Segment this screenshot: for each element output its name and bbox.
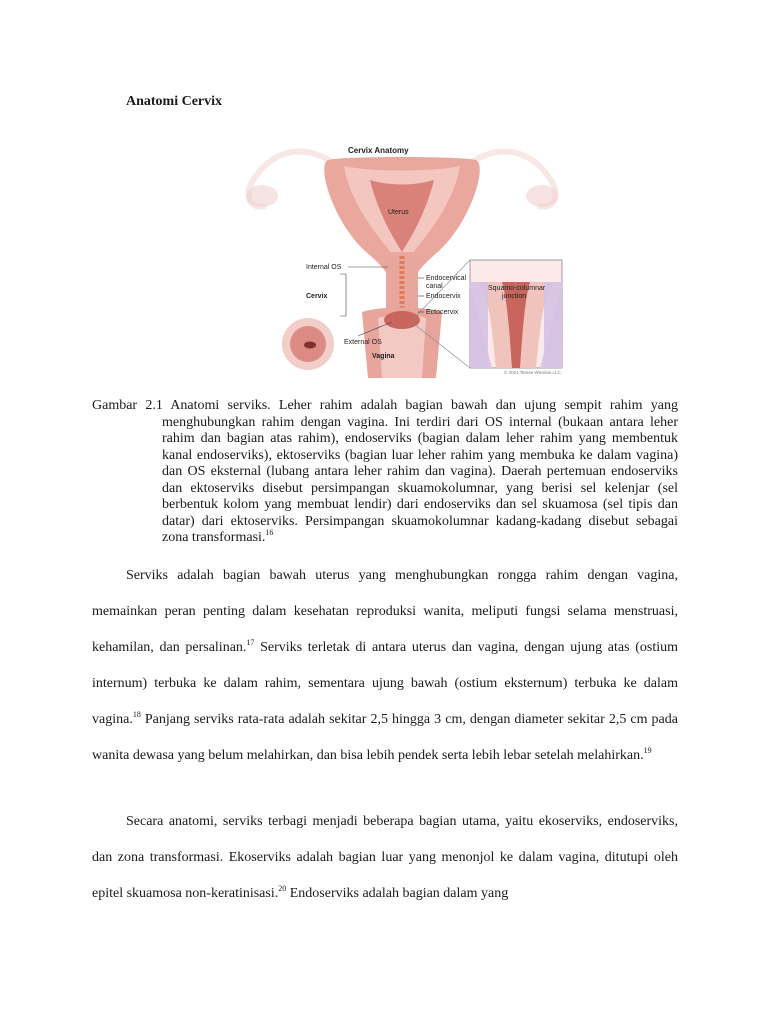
cervix-anatomy-illustration <box>240 132 564 380</box>
caption-ref: 16 <box>265 528 274 537</box>
label-vagina: Vagina <box>372 353 395 360</box>
cervix-anatomy-figure <box>240 132 564 380</box>
p1-ref-1: 17 <box>246 638 255 647</box>
p1-ref-3: 19 <box>643 746 652 755</box>
label-canal: canal <box>426 283 443 290</box>
p2-sentence-2: Endoserviks adalah bagian dalam yang <box>286 886 509 901</box>
p1-sentence-1: Serviks adalah bagian bawah uterus yang menghubungkan rongga rahim dengan vagina, memainkan peran penting dalam kesehatan reproduksi wanita, meliputi fungsi selama menstruasi, kehamilan, dan persalinan. <box>92 568 678 655</box>
label-cervix: Cervix <box>306 293 328 300</box>
label-uterus: Uterus <box>388 209 409 216</box>
label-junction: junction <box>502 293 527 300</box>
p2-sentence-1: Secara anatomi, serviks terbagi menjadi beberapa bagian utama, yaitu ekoserviks, endoserviks, dan zona transformasi. Ekoserviks adalah bagian luar yang menonjol ke dalam vagina, ditutupi oleh epitel skuamosa non-keratinisasi. <box>92 814 678 901</box>
figure-title: Cervix Anatomy <box>348 146 409 155</box>
figure-caption <box>92 398 678 547</box>
label-ectocervix: Ectocervix <box>426 309 459 316</box>
figure-copyright: © 2021 Terese Winslow LLC <box>504 370 561 375</box>
label-squamo: Squamo-columnar <box>488 285 546 292</box>
label-endocervical: Endocervical <box>426 275 467 282</box>
paragraph-2 <box>92 804 678 912</box>
section-heading: Anatomi Cervix <box>126 94 223 109</box>
p2-ref-1: 20 <box>278 884 287 893</box>
p1-sentence-2: Serviks terletak di antara uterus dan vagina, dengan ujung atas (ostium internum) terbuka ke dalam rahim, sementara ujung bawah (ostium eksternum) terbuka ke dalam vagina. <box>92 640 678 727</box>
p1-sentence-3: Panjang serviks rata-rata adalah sekitar 2,5 hingga 3 cm, dengan diameter sekitar 2,5 cm pada wanita dewasa yang belum melahirkan, dan bisa lebih pendek serta lebih lebar setelah melahirkan. <box>92 712 678 763</box>
caption-text: Gambar 2.1 Anatomi serviks. Leher rahim adalah bagian bawah dan ujung sempit rahim yang menghubungkan rahim dengan vagina. Ini terdiri dari OS internal (bukaan antara leher rahim dan bagian atas rahim), endoserviks (bagian dalam leher rahim yang membentuk kanal endoserviks), ektoserviks (bagian luar leher rahim yang membuka ke dalam vagina) dan OS eksternal (lubang antara leher rahim dan vagina). Daerah pertemuan endoserviks dan ektoserviks disebut persimpangan skuamokolumnar, yang berisi sel kelenjar (sel berbentuk kolom yang membuat lendir) dari endoserviks dan sel skuamosa (sel tipis dan datar) dari ektoserviks. Persimpangan skuamokolumnar kadang-kadang disebut sebagai zona transformasi. <box>92 398 678 545</box>
paragraph-1 <box>92 558 678 774</box>
label-endocervix: Endocervix <box>426 293 461 300</box>
p1-ref-2: 18 <box>132 710 141 719</box>
label-internal-os: Internal OS <box>306 264 342 271</box>
label-external-os: External OS <box>344 339 382 346</box>
